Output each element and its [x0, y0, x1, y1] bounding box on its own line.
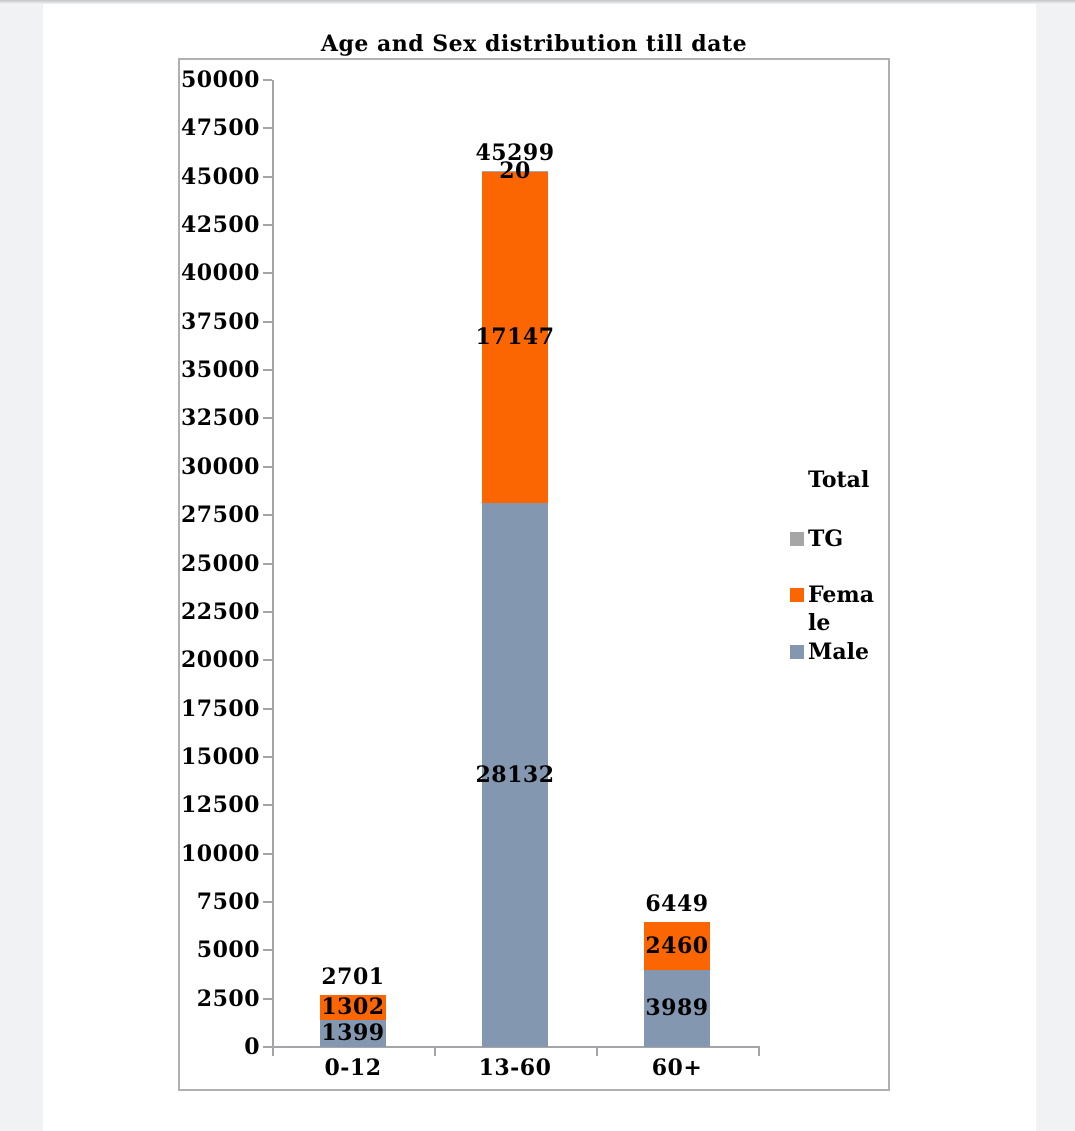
y-axis-tick: [263, 224, 272, 226]
y-axis-tick: [263, 853, 272, 855]
bar-total-label: 45299: [475, 139, 555, 166]
legend-swatch-tg: [790, 532, 804, 546]
left-page-margin: [0, 0, 43, 1131]
chart-frame: [178, 58, 890, 1091]
y-axis-tick: [263, 466, 272, 468]
legend-item-label: Male: [808, 639, 869, 665]
y-axis-tick: [263, 417, 272, 419]
y-axis-tick: [263, 756, 272, 758]
bar-total-label: 2701: [321, 963, 385, 990]
bar-segment-label-male: 1399: [321, 1020, 385, 1047]
y-axis-tick: [263, 321, 272, 323]
y-axis-tick: [263, 998, 272, 1000]
bar-total-label: 6449: [645, 891, 709, 918]
y-axis-tick: [263, 949, 272, 951]
right-page-margin: [1036, 0, 1075, 1131]
legend-item-female: [790, 581, 874, 637]
y-axis-tick-label: 27500: [180, 502, 260, 529]
legend-swatch-male: [790, 645, 804, 659]
y-axis-tick-label: 42500: [180, 212, 260, 239]
y-axis-tick-label: 37500: [180, 308, 260, 335]
legend-title: Total: [808, 467, 870, 493]
bar-segment-label-tg: 20: [499, 158, 531, 185]
y-axis-tick-label: 10000: [180, 840, 260, 867]
bar-segment-label-female: 2460: [645, 933, 709, 960]
top-edge-shadow: [0, 0, 1075, 4]
legend-item-label: Female: [808, 582, 874, 636]
y-axis-tick-label: 0: [244, 1034, 260, 1060]
y-axis-tick: [263, 804, 272, 806]
legend-item-tg: [790, 525, 874, 553]
x-axis-tick: [596, 1048, 598, 1056]
bar-segment-label-male: 3989: [645, 995, 709, 1022]
y-axis-tick: [263, 901, 272, 903]
y-axis-tick-label: 15000: [180, 743, 260, 770]
y-axis-tick: [263, 514, 272, 516]
y-axis-tick-label: 40000: [180, 260, 260, 287]
y-axis-tick: [263, 708, 272, 710]
y-axis-tick: [263, 659, 272, 661]
chart-title: Age and Sex distribution till date: [320, 31, 748, 57]
y-axis-tick-label: 47500: [180, 115, 260, 142]
y-axis-tick-label: 35000: [180, 357, 260, 384]
x-axis-tick: [272, 1048, 274, 1056]
y-axis-tick-label: 50000: [180, 67, 260, 93]
x-axis-tick: [758, 1048, 760, 1056]
y-axis-tick-label: 2500: [196, 985, 260, 1012]
y-axis-tick: [263, 272, 272, 274]
y-axis-tick-label: 20000: [180, 647, 260, 674]
y-axis-tick: [263, 369, 272, 371]
legend-item-label: TG: [808, 526, 844, 552]
y-axis-tick-label: 45000: [180, 163, 260, 190]
y-axis-tick-label: 12500: [180, 792, 260, 819]
y-axis-tick-label: 32500: [180, 405, 260, 432]
y-axis-tick: [263, 1046, 272, 1048]
y-axis-tick-label: 17500: [180, 695, 260, 722]
y-axis-tick: [263, 563, 272, 565]
x-axis-category-label: 60+: [651, 1055, 703, 1081]
legend-swatch-female: [790, 588, 804, 602]
y-axis-tick-label: 25000: [180, 550, 260, 577]
x-axis-category-label: 13-60: [478, 1055, 552, 1081]
y-axis-tick-label: 5000: [196, 937, 260, 964]
y-axis-tick: [263, 79, 272, 81]
y-axis-tick-label: 7500: [196, 888, 260, 915]
x-axis-tick: [434, 1048, 436, 1056]
bar-segment-label-male: 28132: [475, 761, 555, 788]
bar-segment-label-female: 1302: [321, 994, 385, 1021]
y-axis-tick-label: 22500: [180, 598, 260, 625]
x-axis-category-label: 0-12: [324, 1055, 382, 1081]
y-axis-tick: [263, 611, 272, 613]
y-axis-tick-label: 30000: [180, 453, 260, 480]
y-axis-tick: [263, 127, 272, 129]
bar-segment-label-female: 17147: [475, 324, 555, 351]
legend-item-male: [790, 638, 874, 666]
y-axis-line: [272, 80, 274, 1047]
y-axis-tick: [263, 176, 272, 178]
